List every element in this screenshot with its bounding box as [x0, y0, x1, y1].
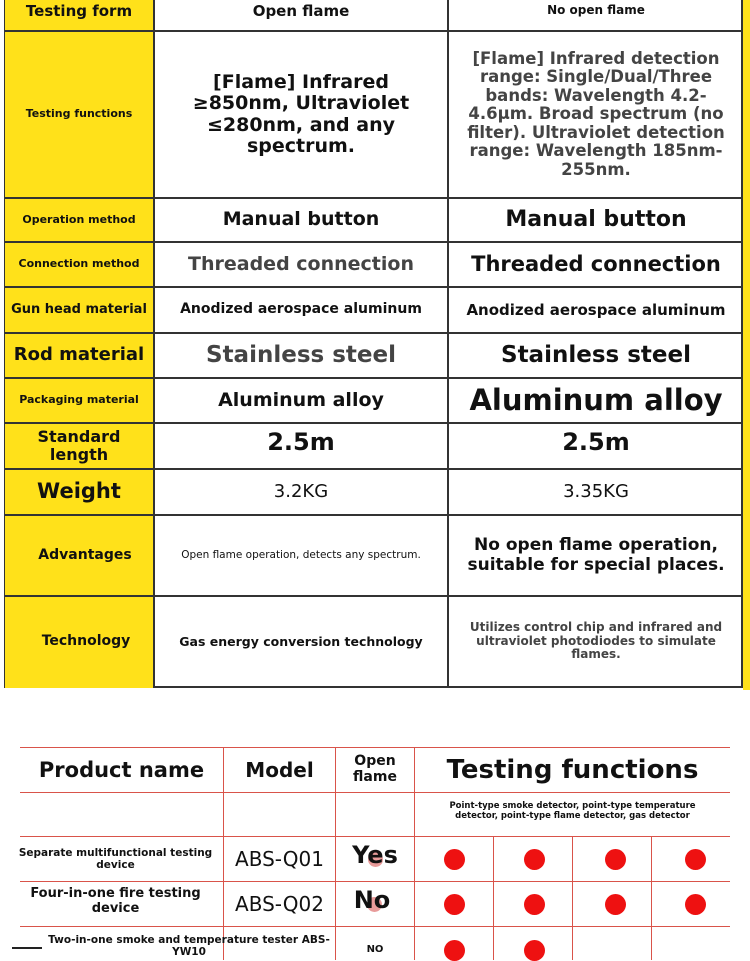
product-column-divider — [651, 836, 652, 960]
product-name-yw10: Two-in-one smoke and temperature tester ABS-YW10 — [48, 934, 330, 958]
row-label-gun-head-material: Gun head material — [11, 301, 147, 317]
open-flame-technology: Gas energy conversion technology — [179, 633, 423, 649]
header-testing-functions: Testing functions — [446, 754, 699, 785]
product-row-divider — [20, 926, 730, 927]
product-table — [0, 740, 750, 960]
function-dot — [605, 849, 626, 870]
header-open-flame: Open flame — [353, 753, 397, 785]
row-label-rod-material: Rod material — [13, 344, 145, 366]
function-dot — [685, 849, 706, 870]
product-column-divider — [493, 836, 494, 960]
no-open-flame-gun-head-material: Anodized aerospace aluminum — [466, 300, 726, 319]
model-q01: ABS-Q01 — [235, 847, 324, 871]
no-open-flame-standard-length: 2.5m — [562, 427, 630, 456]
header-label: Testing form — [25, 1, 133, 20]
product-name-q01: Separate multifunctional testing device — [18, 847, 213, 871]
function-dot — [524, 849, 545, 870]
no-open-flame-operation-method: Manual button — [505, 206, 687, 232]
open-flame-packaging-material: Aluminum alloy — [218, 388, 384, 411]
product-column-divider — [572, 836, 573, 960]
product-row-divider — [20, 792, 730, 793]
open-flame-q01: Yes — [352, 841, 398, 869]
row-label-operation-method: Operation method — [22, 212, 136, 226]
no-open-flame-rod-material: Stainless steel — [501, 341, 691, 368]
function-dot — [524, 940, 545, 961]
open-flame-gun-head-material: Anodized aerospace aluminum — [180, 301, 422, 318]
row-label-connection-method: Connection method — [18, 257, 140, 271]
open-flame-testing-functions: [Flame] Infrared ≥850nm, Ultraviolet ≤280nm, and any spectrum. — [192, 70, 410, 157]
strike-mark — [12, 947, 42, 949]
row-label-packaging-material: Packaging material — [19, 393, 139, 407]
row-label-advantages: Advantages — [38, 546, 132, 563]
right-yellow-edge — [743, 0, 750, 690]
header-model: Model — [245, 757, 314, 782]
no-open-flame-weight: 3.35KG — [563, 480, 629, 502]
row-label-weight: Weight — [37, 479, 121, 504]
open-flame-advantages: Open flame operation, detects any spectrum. — [181, 548, 421, 561]
open-flame-q02: No — [353, 886, 391, 914]
open-flame-operation-method: Manual button — [222, 208, 380, 231]
open-flame-standard-length: 2.5m — [267, 427, 335, 456]
header-no-open-flame: No open flame — [547, 3, 645, 18]
product-name-q02: Four-in-one fire testing device — [30, 886, 201, 916]
no-open-flame-connection-method: Threaded connection — [471, 251, 721, 276]
no-open-flame-testing-functions: [Flame] Infrared detection range: Single/Dual/Three bands: Wavelength 4.2-4.6μm. Broad spectrum (no filter). Ultraviolet detection range: Wavelength 185nm-255nm. — [467, 48, 725, 179]
no-open-flame-technology: Utilizes control chip and infrared and ultraviolet photodiodes to simulate flames. — [469, 620, 723, 662]
function-dot — [444, 849, 465, 870]
header-product-name: Product name — [38, 757, 205, 782]
open-flame-connection-method: Threaded connection — [188, 252, 414, 275]
function-dot — [524, 894, 545, 915]
function-dot — [444, 940, 465, 961]
functions-description: Point-type smoke detector, point-type temperature detector, point-type flame detector, gas detector — [449, 801, 696, 821]
model-q02: ABS-Q02 — [235, 892, 324, 916]
open-flame-weight: 3.2KG — [273, 480, 329, 502]
row-label-technology: Technology — [41, 632, 131, 649]
open-flame-rod-material: Stainless steel — [206, 341, 396, 368]
function-dot — [444, 894, 465, 915]
no-open-flame-packaging-material: Aluminum alloy — [469, 383, 723, 418]
function-dot — [685, 894, 706, 915]
open-flame-yw10: NO — [366, 943, 384, 955]
header-open-flame: Open flame — [252, 1, 350, 20]
row-label-testing-functions: Testing functions — [25, 107, 133, 121]
no-open-flame-advantages: No open flame operation, suitable for special places. — [467, 535, 725, 575]
row-label-standard-length: Standard length — [37, 427, 121, 464]
function-dot — [605, 894, 626, 915]
